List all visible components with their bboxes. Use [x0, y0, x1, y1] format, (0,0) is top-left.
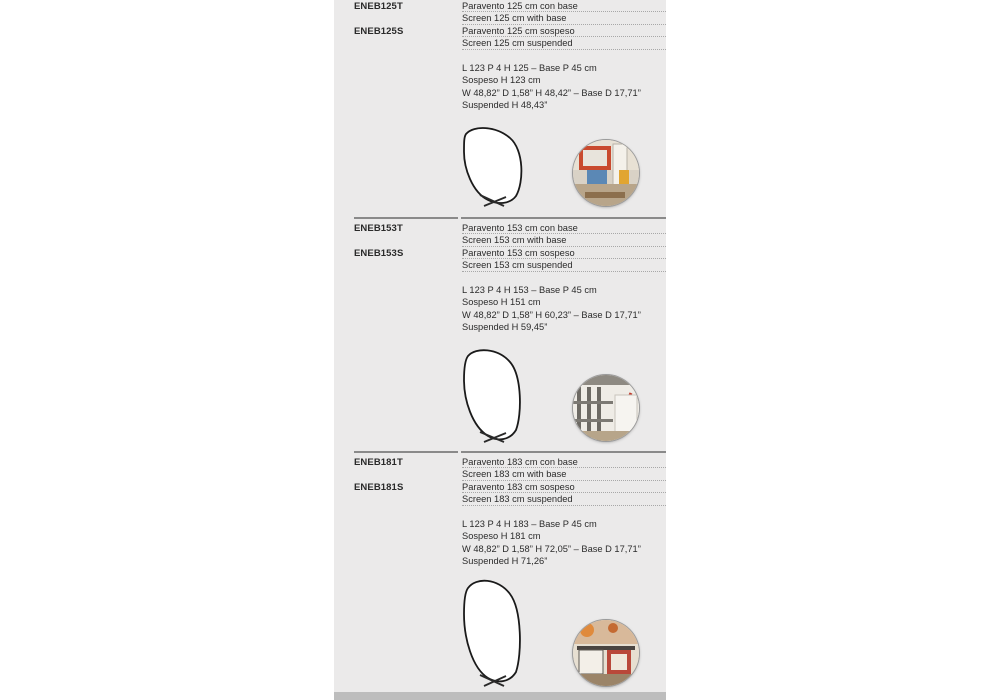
description-line: Paravento 125 cm con base [462, 0, 666, 12]
spec-line: Suspended H 48,43” [462, 100, 548, 111]
description-line: Screen 183 cm suspended [462, 493, 666, 505]
spec-line: W 48,82” D 1,58” H 72,05” – Base D 17,71” [462, 543, 641, 554]
product-dimensions [462, 518, 666, 568]
product-code-base: ENEB181T [354, 457, 403, 468]
product-dimensions [462, 284, 666, 334]
product-photo-153 [573, 375, 639, 441]
spec-line: L 123 P 4 H 125 – Base P 45 cm [462, 63, 597, 73]
product-code-suspended: ENEB125S [354, 26, 404, 37]
spec-line: W 48,82” D 1,58” H 48,42” – Base D 17,71” [462, 87, 641, 98]
product-photo-183 [573, 620, 639, 686]
description-line: Screen 183 cm with base [462, 468, 666, 480]
screen-drawing-153 [462, 346, 532, 451]
description-line: Screen 125 cm with base [462, 12, 666, 24]
spec-line: Suspended H 71,26” [462, 556, 548, 567]
description-line: Paravento 183 cm con base [462, 456, 666, 468]
description-line: Screen 153 cm suspended [462, 259, 666, 271]
product-photo-125 [573, 140, 639, 206]
product-code-suspended: ENEB181S [354, 482, 404, 493]
product-description [462, 456, 666, 506]
description-line: Paravento 153 cm con base [462, 222, 666, 234]
product-dimensions [462, 62, 666, 112]
page-footer-bar [334, 692, 666, 700]
description-line: Paravento 153 cm sospeso [462, 247, 666, 259]
description-line: Screen 125 cm suspended [462, 37, 666, 49]
spec-line: L 123 P 4 H 153 – Base P 45 cm [462, 285, 597, 295]
spec-line: W 48,82” D 1,58” H 60,23” – Base D 17,71” [462, 309, 641, 320]
description-line: Paravento 125 cm sospeso [462, 25, 666, 37]
section-divider [461, 451, 666, 453]
product-code-base: ENEB153T [354, 223, 403, 234]
spec-line: Suspended H 59,45” [462, 322, 548, 333]
catalog-page [334, 0, 666, 700]
product-code-base: ENEB125T [354, 1, 403, 12]
section-divider [354, 451, 458, 453]
spec-line: L 123 P 4 H 183 – Base P 45 cm [462, 519, 597, 529]
screen-drawing-183 [462, 576, 532, 695]
description-line: Screen 153 cm with base [462, 234, 666, 246]
spec-line: Sospeso H 151 cm [462, 297, 541, 308]
section-divider [354, 217, 458, 219]
product-code-suspended: ENEB153S [354, 248, 404, 259]
product-description [462, 222, 666, 272]
product-description [462, 0, 666, 50]
spec-line: Sospeso H 123 cm [462, 75, 541, 86]
spec-line: Sospeso H 181 cm [462, 531, 541, 542]
description-line: Paravento 183 cm sospeso [462, 481, 666, 493]
screen-drawing-125 [462, 124, 532, 215]
section-divider [461, 217, 666, 219]
